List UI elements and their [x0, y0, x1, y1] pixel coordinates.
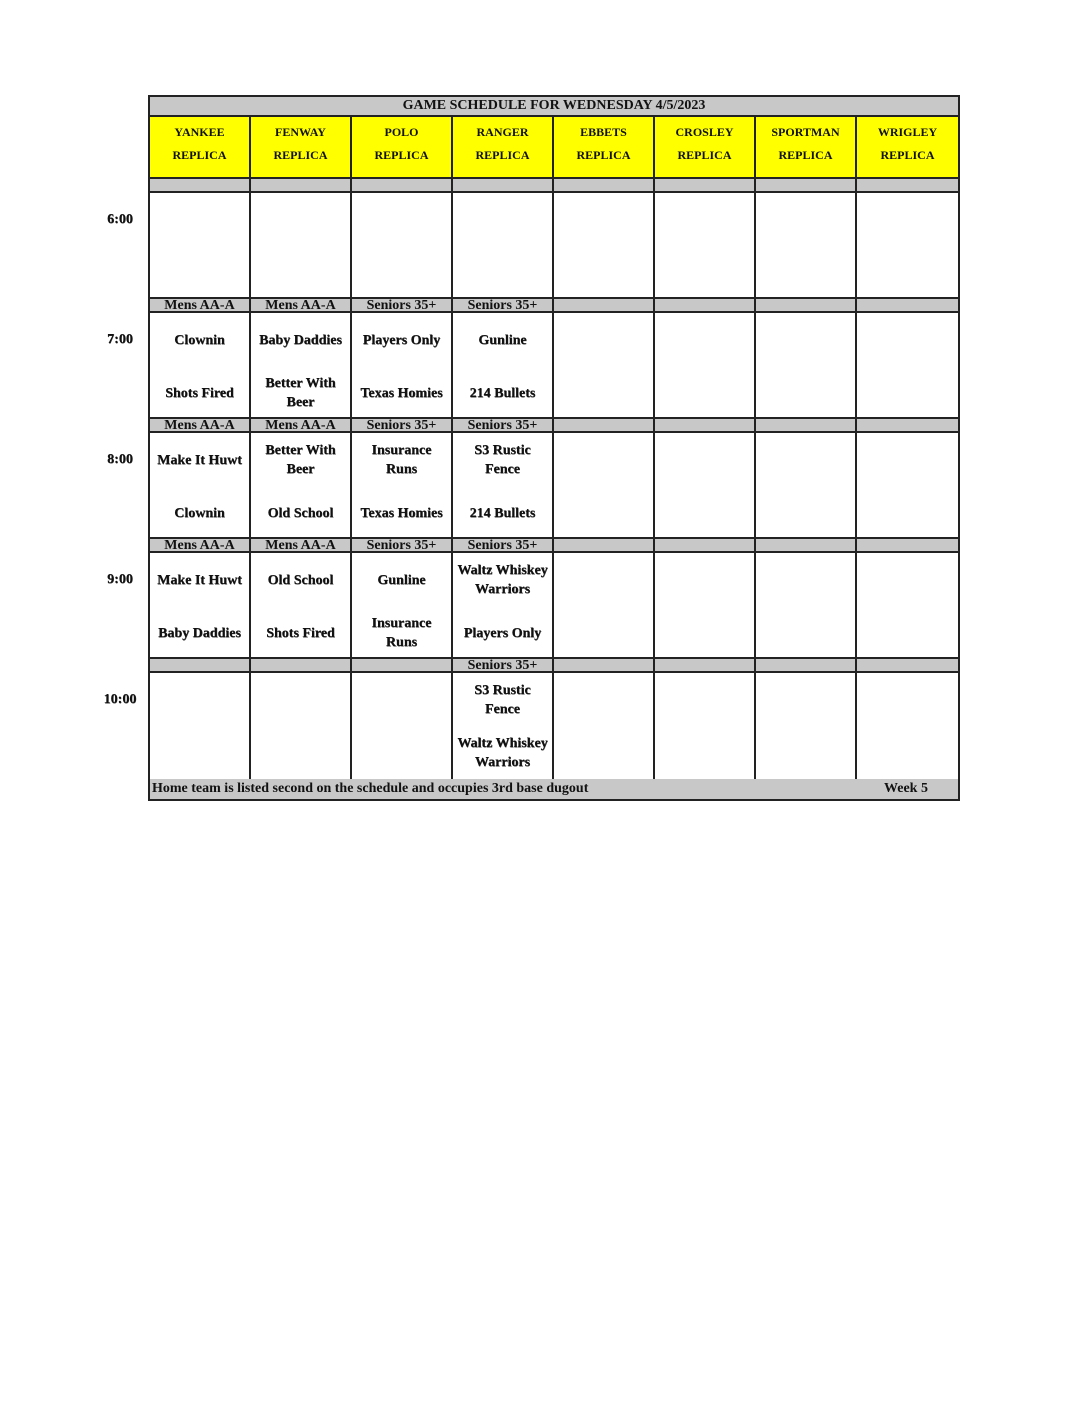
game-cell	[554, 313, 655, 419]
division-label	[352, 179, 453, 193]
division-label	[554, 179, 655, 193]
home-team: Better With Beer	[265, 376, 336, 410]
game-cell	[251, 433, 352, 539]
field-type: REPLICA	[778, 148, 833, 162]
field-type: REPLICA	[273, 148, 328, 162]
home-team: Baby Daddies	[158, 625, 241, 641]
game-cell	[857, 553, 958, 659]
division-label	[857, 419, 958, 433]
visitor-team: Gunline	[478, 332, 527, 348]
division-label: Mens AA-A	[150, 539, 251, 553]
visitor-team: Insurance Runs	[371, 443, 432, 477]
division-label	[251, 179, 352, 193]
game-cell	[352, 553, 453, 659]
division-label: Seniors 35+	[352, 419, 453, 433]
week-label: Week 5	[884, 781, 928, 796]
division-label	[655, 299, 756, 313]
field-type: REPLICA	[880, 148, 935, 162]
division-label: Seniors 35+	[453, 659, 554, 673]
division-label	[352, 659, 453, 673]
visitor-team: S3 Rustic Fence	[474, 683, 531, 717]
field-header-ebbets	[554, 117, 655, 179]
visitor-team: Waltz Whiskey Warriors	[457, 563, 548, 597]
division-label	[554, 299, 655, 313]
visitor-team: Better With Beer	[265, 443, 336, 477]
game-cell	[453, 313, 554, 419]
division-label	[554, 659, 655, 673]
division-label	[857, 659, 958, 673]
division-label: Mens AA-A	[251, 299, 352, 313]
division-label: Mens AA-A	[251, 419, 352, 433]
visitor-team: Old School	[267, 572, 334, 588]
division-label	[756, 659, 857, 673]
field-name: SPORTMAN	[771, 125, 840, 139]
field-header-yankee	[150, 117, 251, 179]
visitor-team: Gunline	[377, 572, 426, 588]
division-label	[150, 179, 251, 193]
game-cell	[352, 313, 453, 419]
division-label: Seniors 35+	[453, 539, 554, 553]
time-slot-label: 7:00	[107, 332, 133, 347]
home-team: Shots Fired	[266, 625, 335, 641]
home-team: Insurance Runs	[371, 616, 432, 650]
game-cell	[251, 193, 352, 299]
home-team: Old School	[267, 505, 334, 521]
field-name: POLO	[384, 125, 419, 139]
game-cell	[150, 553, 251, 659]
division-label: Seniors 35+	[453, 419, 554, 433]
division-label	[554, 539, 655, 553]
game-cell	[655, 193, 756, 299]
division-label	[554, 419, 655, 433]
game-cell	[453, 673, 554, 779]
visitor-team: Players Only	[362, 332, 441, 348]
game-cell	[756, 553, 857, 659]
home-team: Texas Homies	[360, 505, 443, 521]
game-cell	[655, 673, 756, 779]
game-cell	[655, 433, 756, 539]
visitor-team: Make It Huwt	[157, 452, 242, 468]
game-cell	[352, 673, 453, 779]
game-cell	[453, 553, 554, 659]
home-team-note: Home team is listed second on the schedule and occupies 3rd base dugout	[152, 781, 589, 796]
time-slot-label: 6:00	[107, 212, 133, 227]
division-label	[150, 659, 251, 673]
game-cell	[453, 433, 554, 539]
game-cell	[251, 673, 352, 779]
field-type: REPLICA	[172, 148, 227, 162]
field-name: FENWAY	[275, 125, 326, 139]
game-cell	[352, 433, 453, 539]
field-type: REPLICA	[374, 148, 429, 162]
home-team: Texas Homies	[360, 385, 443, 401]
time-slot-label: 10:00	[103, 692, 137, 707]
field-header-crosley	[655, 117, 756, 179]
field-type: REPLICA	[677, 148, 732, 162]
home-team: Shots Fired	[165, 385, 234, 401]
home-team: Players Only	[463, 625, 542, 641]
game-cell	[857, 313, 958, 419]
division-label: Mens AA-A	[150, 419, 251, 433]
home-team: Clownin	[174, 505, 225, 521]
game-cell	[554, 193, 655, 299]
division-label: Seniors 35+	[352, 299, 453, 313]
game-cell	[756, 193, 857, 299]
division-label	[655, 659, 756, 673]
division-label	[655, 179, 756, 193]
division-label	[857, 299, 958, 313]
division-label: Mens AA-A	[251, 539, 352, 553]
field-name: YANKEE	[174, 125, 225, 139]
field-type: REPLICA	[475, 148, 530, 162]
game-cell	[554, 553, 655, 659]
game-cell	[150, 313, 251, 419]
division-label: Seniors 35+	[352, 539, 453, 553]
home-team: 214 Bullets	[469, 385, 536, 401]
game-cell	[554, 433, 655, 539]
home-team: 214 Bullets	[469, 505, 536, 521]
division-label	[756, 299, 857, 313]
visitor-team: Make It Huwt	[157, 572, 242, 588]
division-label	[756, 539, 857, 553]
home-team: Waltz Whiskey Warriors	[457, 736, 548, 770]
game-cell	[150, 193, 251, 299]
game-cell	[554, 673, 655, 779]
schedule-title: GAME SCHEDULE FOR WEDNESDAY 4/5/2023	[150, 97, 958, 117]
game-cell	[756, 313, 857, 419]
field-name: WRIGLEY	[877, 125, 938, 139]
game-cell	[655, 313, 756, 419]
field-name: EBBETS	[580, 125, 627, 139]
field-header-wrigley	[857, 117, 958, 179]
game-cell	[756, 673, 857, 779]
division-label	[655, 539, 756, 553]
field-header-fenway	[251, 117, 352, 179]
division-label	[756, 179, 857, 193]
game-cell	[756, 433, 857, 539]
field-header-ranger	[453, 117, 554, 179]
field-header-polo	[352, 117, 453, 179]
field-type: REPLICA	[576, 148, 631, 162]
division-label: Mens AA-A	[150, 299, 251, 313]
division-label	[857, 179, 958, 193]
game-cell	[150, 433, 251, 539]
game-cell	[251, 313, 352, 419]
game-cell	[655, 553, 756, 659]
visitor-team: Baby Daddies	[259, 332, 342, 348]
game-cell	[251, 553, 352, 659]
visitor-team: S3 Rustic Fence	[474, 443, 531, 477]
division-label	[655, 419, 756, 433]
game-cell	[857, 433, 958, 539]
time-slot-label: 9:00	[107, 572, 133, 587]
field-header-sportman	[756, 117, 857, 179]
game-cell	[352, 193, 453, 299]
division-label	[756, 419, 857, 433]
time-slot-label: 8:00	[107, 452, 133, 467]
field-name: RANGER	[476, 125, 529, 139]
game-cell	[857, 673, 958, 779]
game-cell	[453, 193, 554, 299]
division-label: Seniors 35+	[453, 299, 554, 313]
field-name: CROSLEY	[675, 125, 734, 139]
division-label	[251, 659, 352, 673]
division-label	[453, 179, 554, 193]
game-cell	[857, 193, 958, 299]
schedule-footer	[150, 779, 958, 799]
game-cell	[150, 673, 251, 779]
visitor-team: Clownin	[174, 332, 225, 348]
division-label	[857, 539, 958, 553]
